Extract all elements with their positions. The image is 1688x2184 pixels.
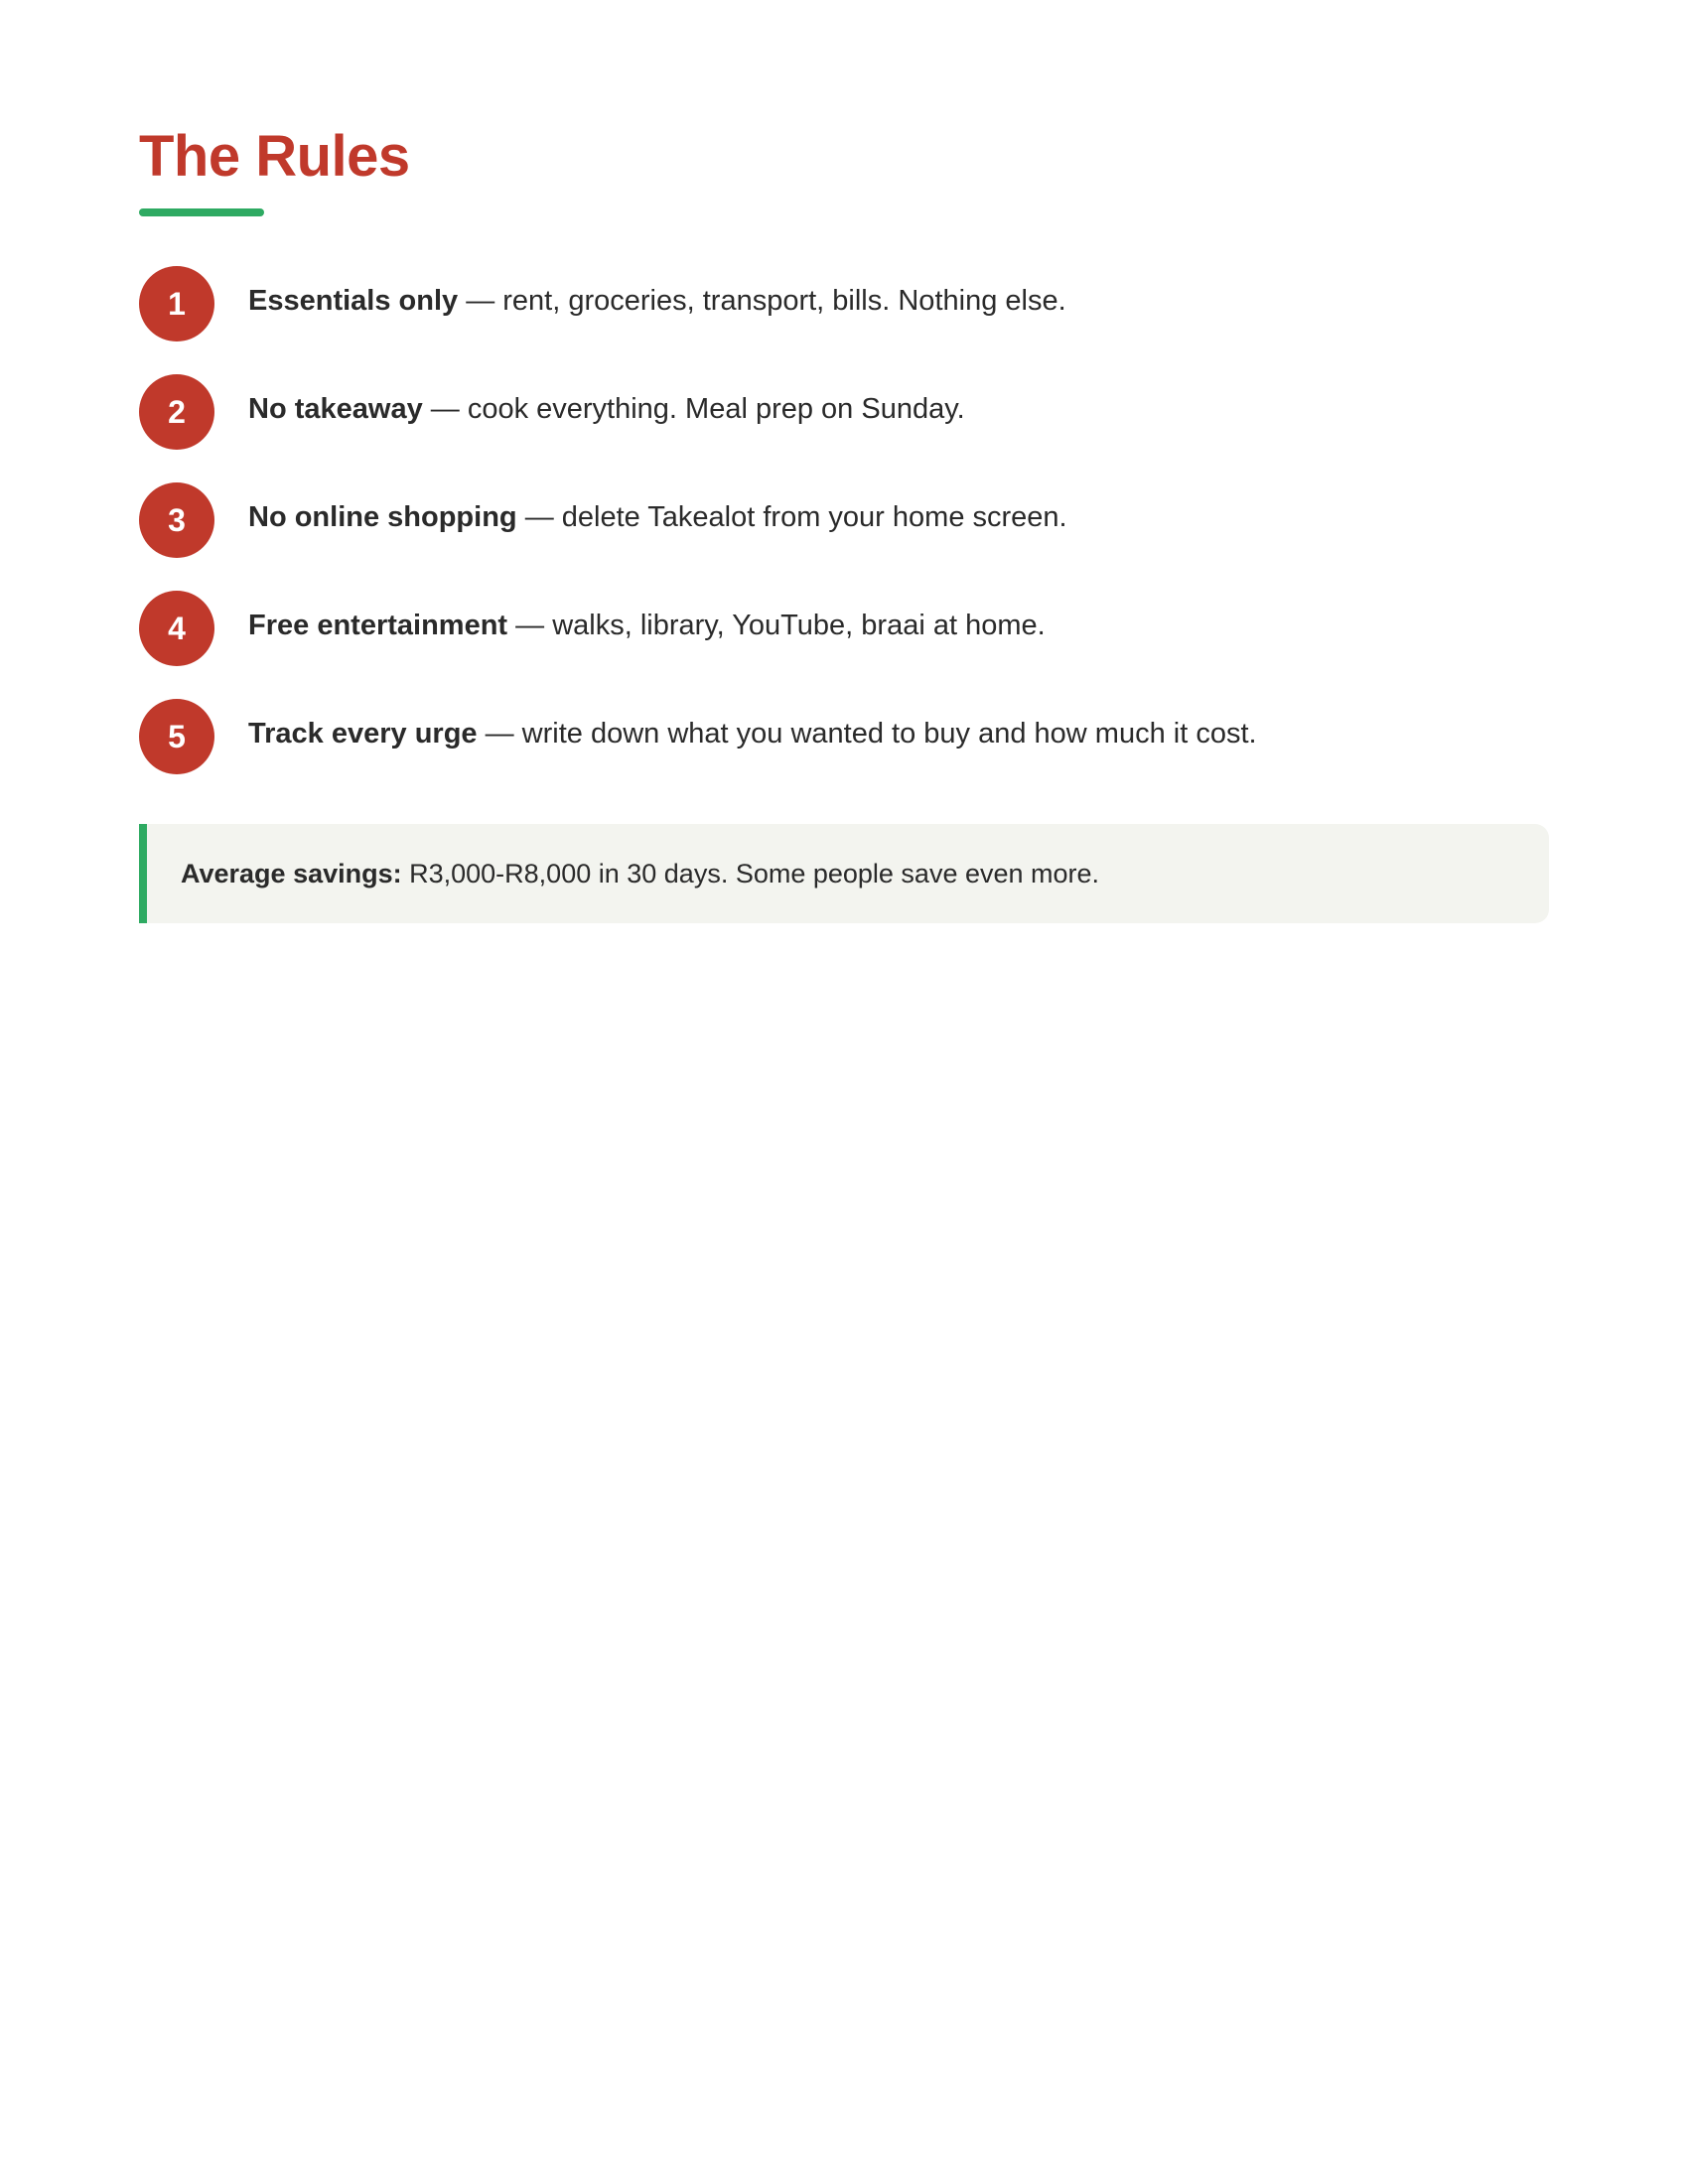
rule-item [139, 374, 1549, 450]
rule-description: — write down what you wanted to buy and how much it cost. [477, 718, 1257, 750]
rule-description: — walks, library, YouTube, braai at home. [507, 610, 1046, 641]
rule-text [248, 281, 1066, 321]
rule-text [248, 606, 1046, 645]
savings-callout [139, 824, 1549, 923]
rule-description: — rent, groceries, transport, bills. Nothing else. [458, 285, 1066, 317]
rule-number-badge: 5 [139, 699, 214, 774]
callout-text [181, 856, 1099, 891]
rule-item [139, 591, 1549, 666]
rule-item [139, 266, 1549, 341]
rule-description: — cook everything. Meal prep on Sunday. [422, 393, 965, 425]
rule-number-badge: 3 [139, 482, 214, 558]
title-underline [139, 208, 264, 216]
rule-text [248, 389, 965, 429]
rule-heading: Track every urge [248, 718, 478, 750]
rule-number-badge: 4 [139, 591, 214, 666]
rule-item [139, 699, 1549, 774]
page-title: The Rules [139, 124, 410, 189]
rule-text [248, 497, 1067, 537]
rule-text [248, 714, 1257, 753]
rule-description: — delete Takealot from your home screen. [516, 501, 1067, 533]
rule-number-badge: 1 [139, 266, 214, 341]
rules-list [139, 266, 1549, 774]
rule-item [139, 482, 1549, 558]
rule-heading: Free entertainment [248, 610, 508, 641]
callout-body: R3,000-R8,000 in 30 days. Some people save even more. [401, 859, 1100, 888]
callout-label: Average savings: [181, 859, 402, 888]
rule-heading: Essentials only [248, 285, 459, 317]
rule-heading: No takeaway [248, 393, 423, 425]
rule-heading: No online shopping [248, 501, 517, 533]
document-page [139, 117, 1549, 923]
rule-number-badge: 2 [139, 374, 214, 450]
